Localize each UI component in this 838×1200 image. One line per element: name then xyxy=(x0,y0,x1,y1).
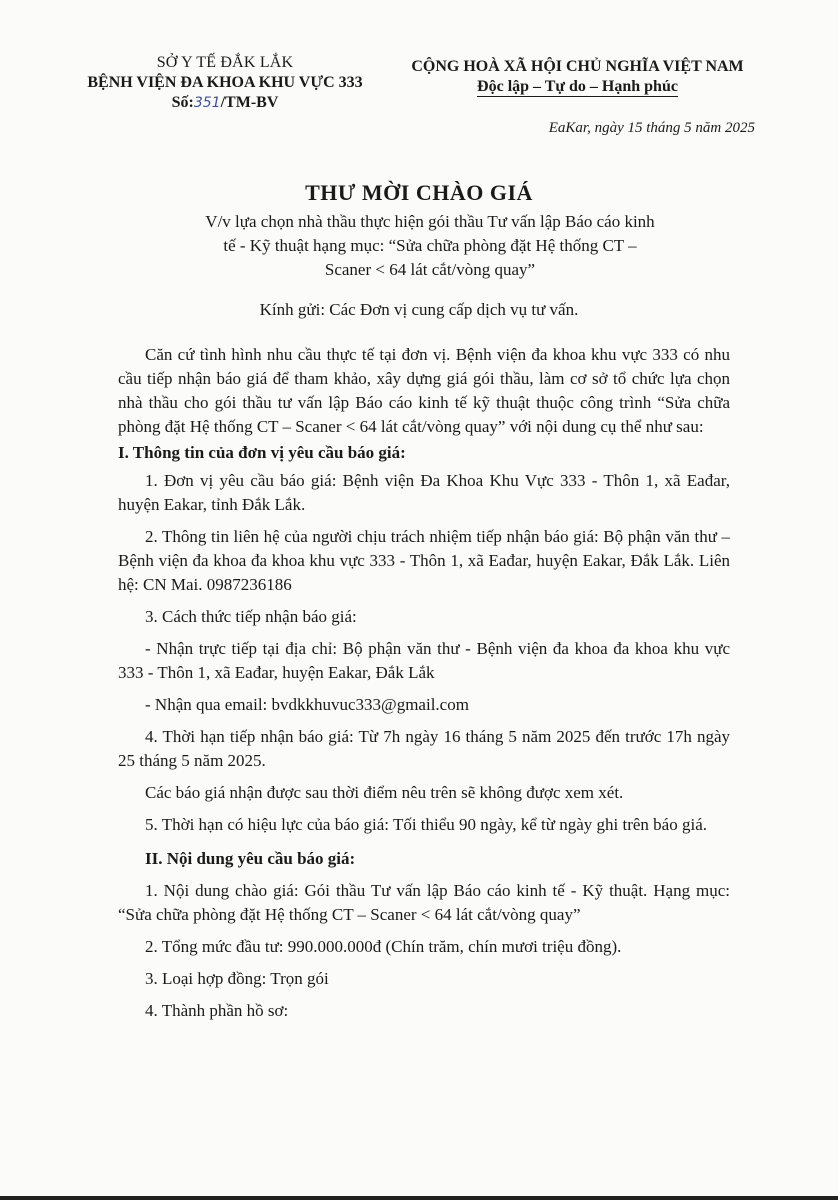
s2-item-3: 3. Loại hợp đồng: Trọn gói xyxy=(145,969,329,988)
scan-bottom-edge xyxy=(0,1196,838,1200)
section-2-heading: II. Nội dung yêu cầu báo giá: xyxy=(145,849,356,868)
s1-item-5: 5. Thời hạn có hiệu lực của báo giá: Tối thiểu 90 ngày, kể từ ngày ghi trên báo giá. xyxy=(145,815,707,834)
recipient-line: Kính gửi: Các Đơn vị cung cấp dịch vụ tư vấn. xyxy=(259,300,579,319)
s1-item-2: 2. Thông tin liên hệ của người chịu trách nhiệm tiếp nhận báo giá: Bộ phận văn thư – Bệnh viện đa khoa đa khoa khu vực 333 - Thôn 1, xã Eađar, huyện Eakar, Đắk Lắk. Liên hệ: CN Mai. 0987236186 xyxy=(118,527,730,594)
document-number: Số:351/TM-BV xyxy=(171,94,279,111)
parent-agency: SỞ Y TẾ ĐẮK LẮK xyxy=(156,54,294,71)
s1-item-4-note: Các báo giá nhận được sau thời điểm nêu trên sẽ không được xem xét. xyxy=(145,783,624,802)
s2-item-1: 1. Nội dung chào giá: Gói thầu Tư vấn lập Báo cáo kinh tế - Kỹ thuật. Hạng mục: “Sửa chữa phòng đặt Hệ thống CT – Scaner < 64 lát cắt/vòng quay” xyxy=(118,881,730,924)
document-title: THƯ MỜI CHÀO GIÁ xyxy=(305,180,533,205)
motto: Độc lập – Tự do – Hạnh phúc xyxy=(477,78,678,95)
s1-item-3a: - Nhận trực tiếp tại địa chỉ: Bộ phận văn thư - Bệnh viện đa khoa đa khoa khu vực 333 - Thôn 1, xã Eađar, huyện Eakar, Đắk Lắk xyxy=(118,639,730,682)
s1-item-3b: - Nhận qua email: bvdkkhuvuc333@gmail.com xyxy=(145,695,469,714)
s2-item-2: 2. Tổng mức đầu tư: 990.000.000đ (Chín trăm, chín mươi triệu đồng). xyxy=(145,937,622,956)
national-motto-block xyxy=(380,57,775,97)
country-name: CỘNG HOÀ XÃ HỘI CHỦ NGHĨA VIỆT NAM xyxy=(411,58,744,75)
intro-paragraph: Căn cứ tình hình nhu cầu thực tế tại đơn vị. Bệnh viện đa khoa khu vực 333 có nhu cầu tiếp nhận báo giá để tham khảo, xây dựng giá gói thầu, làm cơ sở tổ chức lựa chọn nhà thầu cho gói thầu tư vấn lập Báo cáo kinh tế kỹ thuật thuộc công trình “Sửa chữa phòng đặt Hệ thống CT – Scaner < 64 lát cắt/vòng quay” với nội dung cụ thể như sau: xyxy=(118,345,730,436)
s1-item-3: 3. Cách thức tiếp nhận báo giá: xyxy=(145,607,357,626)
document-body xyxy=(118,343,730,1023)
s2-item-4: 4. Thành phần hồ sơ: xyxy=(145,1001,289,1020)
handwritten-number: 351 xyxy=(193,95,221,111)
section-1-heading: I. Thông tin của đơn vị yêu cầu báo giá: xyxy=(118,443,406,462)
hospital-name: BỆNH VIỆN ĐA KHOA KHU VỰC 333 xyxy=(87,74,363,91)
s1-item-4: 4. Thời hạn tiếp nhận báo giá: Từ 7h ngày 16 tháng 5 năm 2025 đến trước 17h ngày 25 tháng 5 năm 2025. xyxy=(118,727,730,770)
document-subject: V/v lựa chọn nhà thầu thực hiện gói thầu Tư vấn lập Báo cáo kinh tế - Kỹ thuật hạng mục: “Sửa chữa phòng đặt Hệ thống CT – Scaner < 64 lát cắt/vòng quay” xyxy=(205,212,655,279)
document-date: EaKar, ngày 15 tháng 5 năm 2025 xyxy=(548,120,755,136)
s1-item-1: 1. Đơn vị yêu cầu báo giá: Bệnh viện Đa Khoa Khu Vực 333 - Thôn 1, xã Eađar, huyện Eakar, tỉnh Đắk Lắk. xyxy=(118,471,730,514)
issuing-agency-block xyxy=(60,53,390,113)
